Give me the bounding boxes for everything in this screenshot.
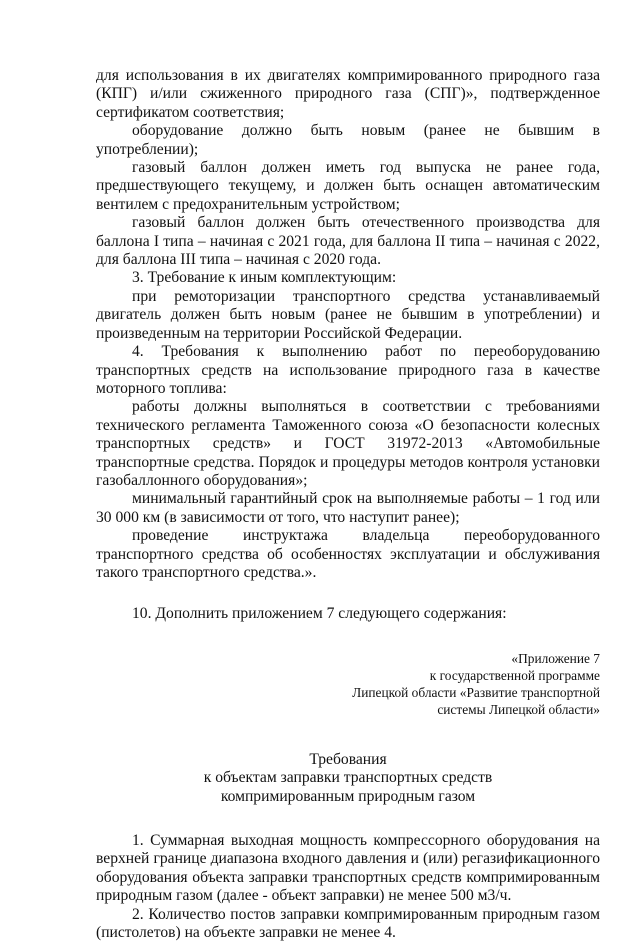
title-line: к объектам заправки транспортных средств — [203, 769, 493, 787]
paragraph: проведение инструктажа владельца переоборудованного транспортного средства об особенностях эксплуатации и обслуживания такого транспортного средства.». — [96, 527, 600, 581]
title-line: компримированным природным газом — [220, 787, 476, 805]
paragraph: работы должны выполняться в соответствии с требованиями технического регламента Таможенного союза «О безопасности колесных транспортных средств» и ГОСТ 31972-2013 «Автомобильные транспортные средства. Порядок и процедуры методов контроля установки газобаллонного оборудования»; — [96, 398, 600, 489]
paragraph: минимальный гарантийный срок на выполняемые работы – 1 год или 30 000 км (в зависимости от того, что наступит ранее); — [96, 490, 600, 526]
requirements-list — [96, 832, 600, 942]
appendix-line: к государственной программе — [429, 667, 600, 683]
paragraph: для использования в их двигателях компримированного природного газа (КПГ) и/или сжиженного природного газа (СПГ)», подтвержденное сертификатом соответствия; — [96, 67, 600, 121]
body-text — [96, 67, 600, 582]
section-title — [96, 751, 600, 806]
paragraph: 3. Требование к иным комплектующим: — [132, 269, 397, 287]
appendix-header — [96, 650, 600, 718]
paragraph: газовый баллон должен быть отечественного производства для баллона I типа – начиная с 2021 года, для баллона II типа – начиная с 2022, для баллона III типа – начиная с 2020 года. — [96, 214, 600, 269]
requirement-item: 2. Количество постов заправки компримированным природным газом (пистолетов) на объекте заправки не менее 4. — [96, 905, 600, 942]
paragraph: 4. Требования к выполнению работ по переоборудованию транспортных средств на использование природного газа в качестве моторного топлива: — [96, 343, 600, 397]
paragraph: при ремоторизации транспортного средства устанавливаемый двигатель должен быть новым (ранее не бывшим в употреблении) и произведенным на территории Российской Федерации. — [96, 287, 600, 342]
requirement-item: 1. Суммарная выходная мощность компрессорного оборудования на верхней границе диапазона входного давления и (или) регазификационного оборудования объекта заправки транспортных средств компримированным природным газом (далее - объект заправки) не менее 500 м3/ч. — [96, 832, 600, 905]
paragraph: оборудование должно быть новым (ранее не бывшим в употреблении); — [96, 122, 600, 158]
amendment-line: 10. Дополнить приложением 7 следующего содержания: — [132, 605, 507, 623]
appendix-line: «Приложение 7 — [511, 650, 600, 666]
paragraph: газовый баллон должен иметь год выпуска не ранее года, предшествующего текущему, и должен быть оснащен автоматическим вентилем с предохранительным устройством; — [96, 159, 600, 213]
appendix-line: Липецкой области «Развитие транспортной — [352, 684, 600, 700]
title-line: Требования — [309, 750, 387, 768]
appendix-line: системы Липецкой области» — [437, 701, 600, 717]
